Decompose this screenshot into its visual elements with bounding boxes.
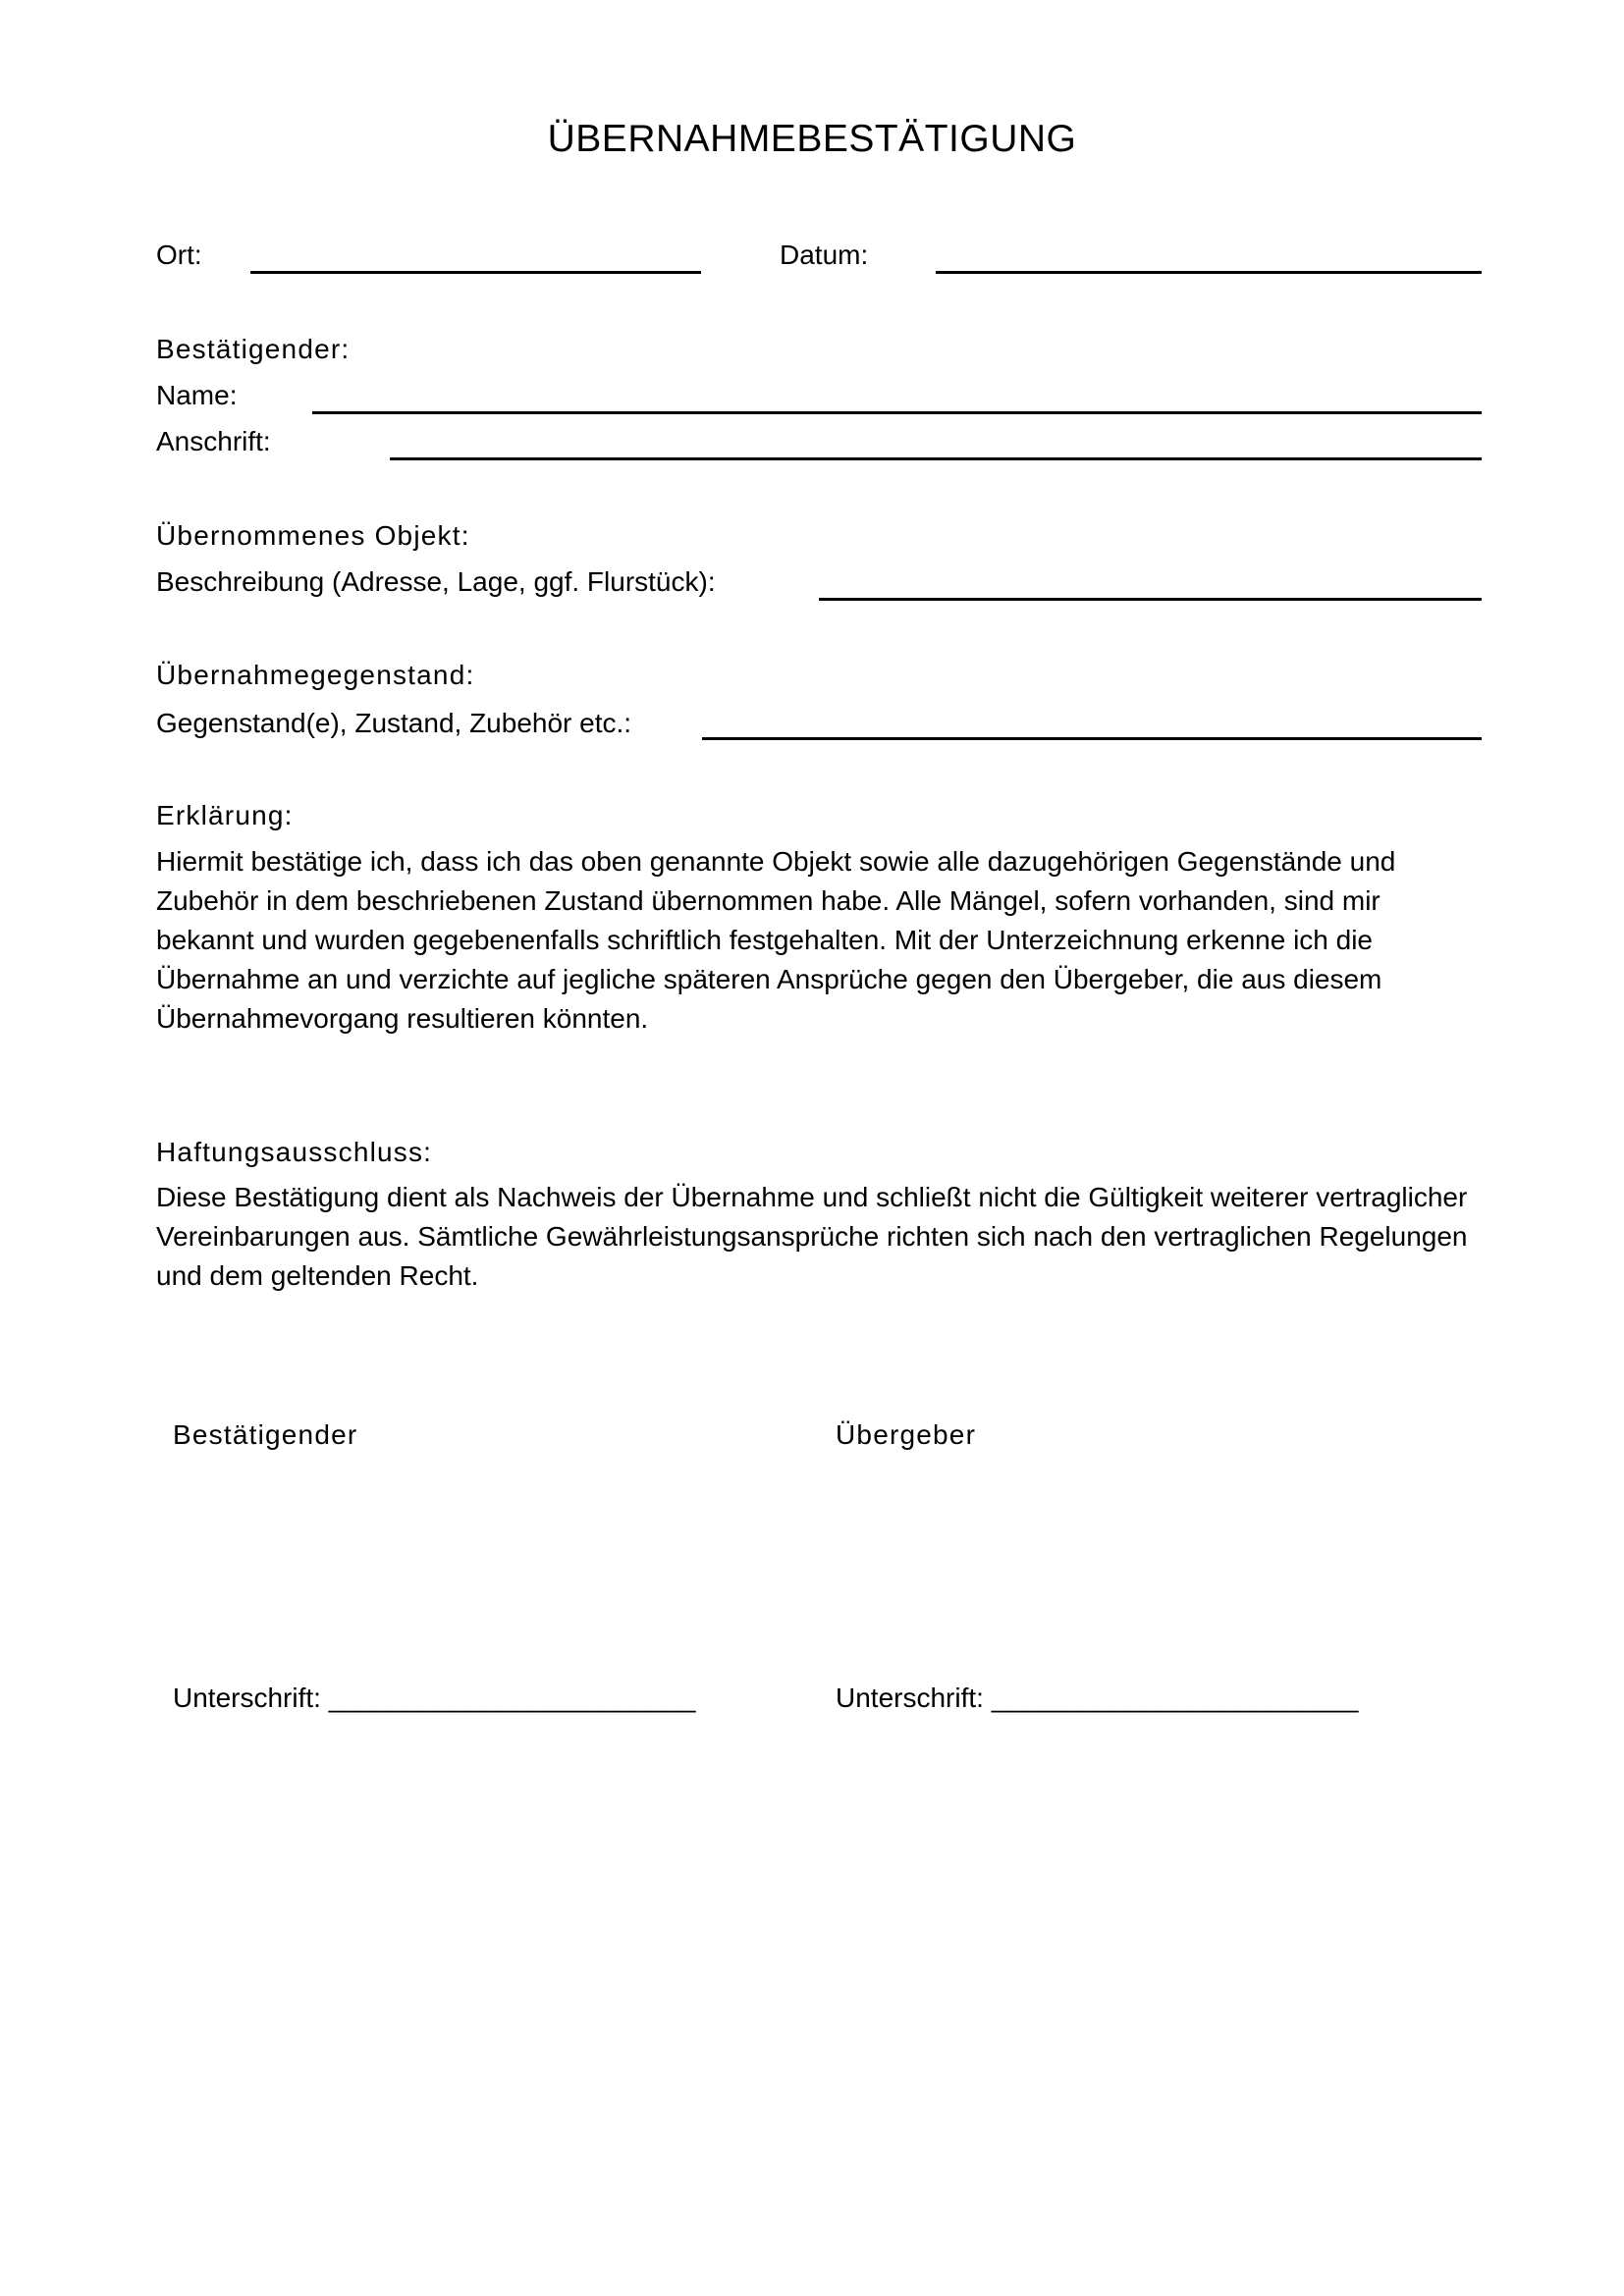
haftung-paragraph [156, 1178, 1491, 1296]
erklaerung-line: Übernahmevorgang resultieren könnten. [156, 1003, 649, 1034]
signature-left-field[interactable]: Unterschrift: ________________________ [173, 1682, 696, 1713]
signature-left-heading: Bestätigender [173, 1419, 358, 1450]
datum-field-line[interactable] [936, 271, 1482, 274]
haftung-heading: Haftungsausschluss: [156, 1137, 433, 1167]
anschrift-field-line[interactable] [390, 457, 1482, 460]
bestaetigender-heading: Bestätigender: [156, 334, 351, 364]
document-title: ÜBERNAHMEBESTÄTIGUNG [547, 118, 1077, 160]
ort-field-line[interactable] [250, 271, 701, 274]
haftung-line: Diese Bestätigung dient als Nachweis der Übernahme und schließt nicht die Gültigkeit weiterer vertraglicher [156, 1182, 1468, 1212]
erklaerung-line: bekannt und wurden gegebenenfalls schriftlich festgehalten. Mit der Unterzeichnung erkenne ich die [156, 925, 1373, 955]
erklaerung-paragraph [156, 842, 1491, 1039]
erklaerung-line: Hiermit bestätige ich, dass ich das oben genannte Objekt sowie alle dazugehörigen Gegenstände und [156, 846, 1396, 877]
gegenstand-field-line[interactable] [702, 737, 1482, 740]
erklaerung-line: Übernahme an und verzichte auf jegliche späteren Ansprüche gegen den Übergeber, die aus diesem [156, 964, 1382, 994]
erklaerung-line: Zubehör in dem beschriebenen Zustand übernommen habe. Alle Mängel, sofern vorhanden, sind mir [156, 885, 1380, 916]
gegenstand-heading: Übernahmegegenstand: [156, 660, 475, 690]
gegenstand-label: Gegenstand(e), Zustand, Zubehör etc.: [156, 708, 632, 738]
objekt-heading: Übernommenes Objekt: [156, 520, 470, 551]
erklaerung-heading: Erklärung: [156, 800, 294, 830]
name-label: Name: [156, 380, 238, 410]
beschreibung-label: Beschreibung (Adresse, Lage, ggf. Flurstück): [156, 566, 716, 597]
ort-label: Ort: [156, 240, 202, 270]
signature-right-field[interactable]: Unterschrift: ________________________ [836, 1682, 1359, 1713]
haftung-line: und dem geltenden Recht. [156, 1260, 479, 1291]
name-field-line[interactable] [312, 411, 1482, 414]
haftung-line: Vereinbarungen aus. Sämtliche Gewährleistungsansprüche richten sich nach den vertraglichen Regelungen [156, 1221, 1468, 1252]
signature-right-heading: Übergeber [836, 1419, 977, 1450]
beschreibung-field-line[interactable] [819, 598, 1482, 601]
datum-label: Datum: [780, 240, 869, 270]
anschrift-label: Anschrift: [156, 426, 271, 456]
